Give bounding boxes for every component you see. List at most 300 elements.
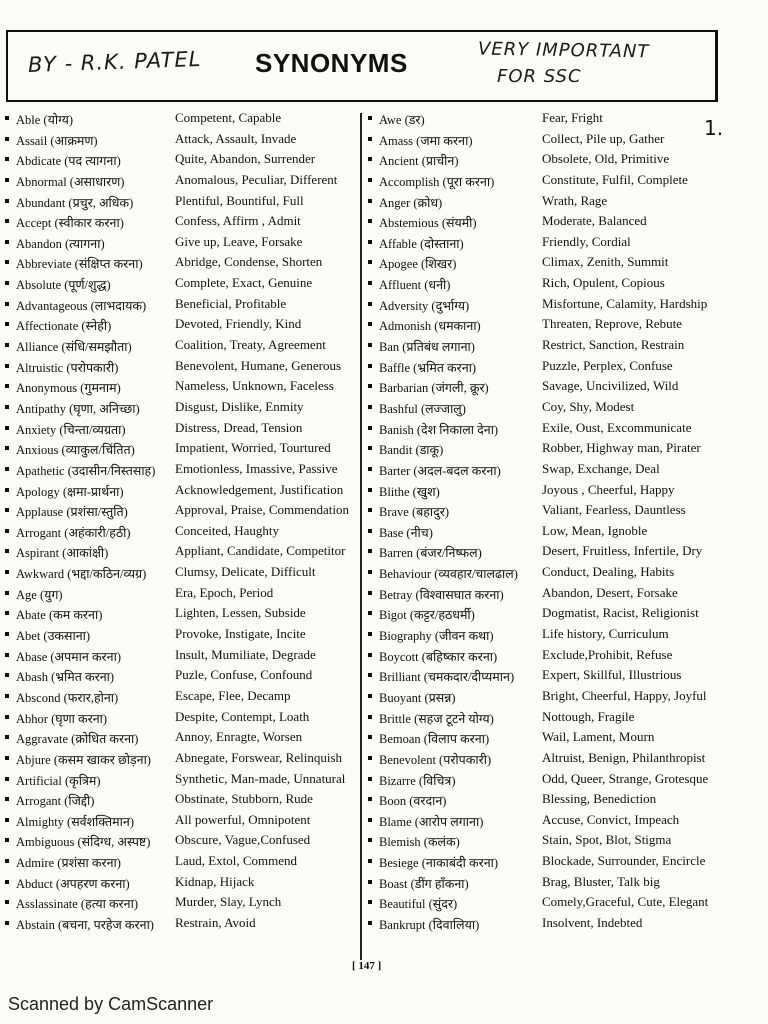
synonyms-list: Friendly, Cordial	[542, 233, 631, 249]
bullet-icon	[5, 900, 9, 904]
synonym-row	[368, 315, 728, 336]
headword: Abbreviate (संक्षिप्त करना)	[16, 257, 143, 272]
synonyms-list: Nameless, Unknown, Faceless	[175, 378, 334, 394]
synonym-row	[368, 687, 728, 708]
synonyms-list: Threaten, Reprove, Rebute	[542, 316, 683, 332]
synonyms-list: Disgust, Dislike, Enmity	[175, 398, 304, 414]
headword: Barren (बंजर/निष्फल)	[379, 546, 482, 561]
synonyms-list: Abandon, Desert, Forsake	[542, 584, 678, 600]
scanner-footer: Scanned by CamScanner	[8, 994, 214, 1014]
synonym-row	[5, 522, 360, 543]
synonyms-list: Misfortune, Calamity, Hardship	[542, 295, 708, 311]
synonyms-list: Appliant, Candidate, Competitor	[175, 543, 346, 559]
synonym-row	[5, 357, 360, 378]
headword: Abandon (त्यागना)	[16, 236, 105, 251]
synonyms-list: Exile, Oust, Excommunicate	[542, 419, 692, 435]
synonym-row	[368, 460, 728, 481]
synonym-row	[5, 728, 360, 749]
bullet-icon	[5, 529, 9, 533]
synonym-row	[368, 419, 728, 440]
headword: Amass (जमा करना)	[379, 133, 473, 148]
synonym-row	[368, 295, 728, 316]
bullet-icon	[5, 219, 9, 223]
bullet-icon	[368, 694, 372, 698]
synonym-row	[5, 233, 360, 254]
headword: Abet (उकसाना)	[16, 629, 91, 644]
headword: Aspirant (आकांक्षी)	[16, 546, 109, 561]
synonyms-list: Puzzle, Perplex, Confuse	[542, 357, 673, 373]
synonyms-list: Abridge, Condense, Shorten	[175, 254, 323, 270]
headword: Asslassinate (हत्या करना)	[16, 897, 139, 912]
synonym-row	[5, 192, 360, 213]
synonym-row	[368, 274, 728, 295]
synonym-row	[368, 584, 728, 605]
headword: Abdicate (पद त्यागना)	[16, 154, 121, 169]
bullet-icon	[5, 446, 9, 450]
bullet-icon	[368, 343, 372, 347]
synonyms-list: Brag, Bluster, Talk big	[542, 873, 660, 889]
bullet-icon	[5, 426, 9, 430]
bullet-icon	[368, 673, 372, 677]
synonym-row	[368, 604, 728, 625]
synonym-row	[368, 770, 728, 791]
headword: Behaviour (व्यवहार/चालढाल)	[379, 567, 518, 582]
synonym-row	[368, 336, 728, 357]
synonyms-list: Benevolent, Humane, Generous	[175, 357, 342, 373]
synonym-row	[5, 831, 360, 852]
headword: Benevolent (परोपकारी)	[379, 752, 492, 767]
synonyms-list: All powerful, Omnipotent	[175, 811, 311, 827]
bullet-icon	[368, 467, 372, 471]
synonym-row	[5, 212, 360, 233]
bullet-icon	[368, 322, 372, 326]
synonym-row	[368, 377, 728, 398]
bullet-icon	[368, 529, 372, 533]
bullet-icon	[5, 838, 9, 842]
synonyms-list: Laud, Extol, Commend	[175, 853, 298, 869]
bullet-icon	[368, 116, 372, 120]
synonyms-list: Savage, Uncivilized, Wild	[542, 378, 679, 394]
headword: Baffle (भ्रमित करना)	[379, 360, 477, 375]
bullet-icon	[5, 467, 9, 471]
headword: Almighty (सर्वशक्तिमान)	[16, 814, 134, 829]
synonyms-list: Valiant, Fearless, Dauntless	[542, 502, 686, 518]
headword: Blame (आरोप लगाना)	[379, 814, 484, 829]
synonym-row	[368, 522, 728, 543]
headword: Absolute (पूर्ण/शुद्ध)	[16, 278, 111, 293]
headword: Biography (जीवन कथा)	[379, 629, 494, 644]
bullet-icon	[5, 384, 9, 388]
headword: Anonymous (गुमनाम)	[16, 381, 121, 396]
synonyms-list: Confess, Affirm , Admit	[175, 213, 301, 229]
headword: Awkward (भद्दा/कठिन/व्यग्र)	[16, 567, 147, 582]
headword: Affluent (धनी)	[379, 278, 451, 293]
synonym-row	[368, 646, 728, 667]
synonym-row	[5, 708, 360, 729]
headword: Able (योग्य)	[16, 113, 73, 127]
synonyms-list: Kidnap, Hijack	[175, 873, 255, 889]
bullet-icon	[5, 611, 9, 615]
headword: Boast (डींग हाँकना)	[379, 876, 469, 891]
headword: Abhor (घृणा करना)	[16, 711, 108, 726]
synonym-row	[368, 914, 728, 935]
synonym-row	[5, 439, 360, 460]
synonyms-list: Conduct, Dealing, Habits	[542, 564, 675, 580]
synonym-row	[368, 481, 728, 502]
synonym-row	[5, 253, 360, 274]
synonyms-list: Wail, Lament, Mourn	[542, 729, 655, 745]
bullet-icon	[368, 219, 372, 223]
bullet-icon	[5, 756, 9, 760]
bullet-icon	[5, 322, 9, 326]
headword: Besiege (नाकाबंदी करना)	[379, 856, 499, 871]
headword: Anger (क्रोध)	[379, 195, 443, 210]
synonyms-list: Puzle, Confuse, Confound	[175, 667, 313, 683]
synonyms-list: Distress, Dread, Tension	[175, 419, 303, 435]
headword: Bandit (डाकू)	[379, 443, 444, 458]
synonym-row	[5, 563, 360, 584]
bullet-icon	[368, 405, 372, 409]
bullet-icon	[5, 157, 9, 161]
headword: Admonish (धमकाना)	[379, 319, 481, 334]
synonym-row	[5, 295, 360, 316]
synonym-row	[5, 873, 360, 894]
synonyms-list: Rich, Opulent, Copious	[542, 275, 665, 291]
synonym-row	[5, 770, 360, 791]
synonyms-list: Desert, Fruitless, Infertile, Dry	[542, 543, 703, 559]
bullet-icon	[368, 157, 372, 161]
headword: Base (नीच)	[379, 525, 433, 540]
synonym-row	[368, 357, 728, 378]
synonym-row	[368, 192, 728, 213]
headword: Blithe (खुश)	[379, 484, 440, 499]
headword: Admire (प्रशंसा करना)	[16, 856, 121, 871]
bullet-icon	[5, 632, 9, 636]
synonym-row	[5, 893, 360, 914]
bullet-icon	[368, 364, 372, 368]
synonyms-list: Quite, Abandon, Surrender	[175, 151, 316, 167]
synonyms-list: Complete, Exact, Genuine	[175, 275, 313, 291]
synonyms-list: Coalition, Treaty, Agreement	[175, 337, 326, 353]
synonyms-list: Obscure, Vague,Confused	[175, 832, 311, 848]
headword: Anxiety (चिन्ता/व्यग्रता)	[16, 422, 126, 437]
synonym-row	[5, 398, 360, 419]
synonyms-list: Synthetic, Man-made, Unnatural	[175, 770, 346, 786]
bullet-icon	[368, 570, 372, 574]
note-handwriting-line1: VERY IMPORTANT	[477, 38, 650, 63]
bullet-icon	[5, 178, 9, 182]
synonyms-list: Coy, Shy, Modest	[542, 398, 635, 414]
bullet-icon	[368, 756, 372, 760]
synonym-row	[368, 749, 728, 770]
author-handwriting: BY - R.K. PATEL	[27, 46, 202, 78]
synonym-row	[368, 171, 728, 192]
bullet-icon	[5, 137, 9, 141]
synonym-row	[368, 893, 728, 914]
headword: Ambiguous (संदिग्ध, अस्पष्ट)	[16, 835, 151, 850]
headword: Abstain (बचना, परहेज करना)	[16, 917, 154, 932]
synonyms-list: Blessing, Benediction	[542, 791, 657, 807]
bullet-icon	[368, 653, 372, 657]
synonyms-list: Low, Mean, Ignoble	[542, 522, 648, 538]
bullet-icon	[368, 715, 372, 719]
bullet-icon	[368, 880, 372, 884]
bullet-icon	[368, 488, 372, 492]
synonyms-list: Fear, Fright	[542, 110, 603, 125]
bullet-icon	[5, 880, 9, 884]
headword: Arrogant (अहंकारी/हठी)	[16, 525, 131, 540]
headword: Bashful (लज्जालु)	[379, 401, 466, 416]
note-handwriting-line2: FOR SSC	[497, 66, 582, 87]
synonyms-list: Competent, Capable	[175, 110, 282, 125]
synonym-row	[368, 150, 728, 171]
synonym-row	[5, 109, 360, 130]
bullet-icon	[368, 549, 372, 553]
page-title: SYNONYMS	[255, 48, 408, 78]
synonyms-list: Plentiful, Bountiful, Full	[175, 192, 304, 208]
synonym-row	[5, 419, 360, 440]
synonyms-list: Robber, Highway man, Pirater	[542, 440, 701, 456]
synonyms-list: Lighten, Lessen, Subside	[175, 605, 306, 621]
bullet-icon	[5, 797, 9, 801]
headword: Brittle (सहज टूटने योग्य)	[379, 711, 494, 726]
bullet-icon	[368, 921, 372, 925]
synonym-row	[368, 109, 728, 130]
bullet-icon	[5, 240, 9, 244]
bullet-icon	[5, 777, 9, 781]
synonym-row	[5, 542, 360, 563]
synonym-row	[5, 171, 360, 192]
headword: Accept (स्वीकार करना)	[16, 216, 124, 231]
synonyms-list: Conceited, Haughty	[175, 522, 279, 538]
synonyms-list: Murder, Slay, Lynch	[175, 894, 282, 910]
headword: Bemoan (विलाप करना)	[379, 732, 490, 747]
headword: Affable (दोस्ताना)	[379, 236, 464, 251]
bullet-icon	[5, 488, 9, 492]
synonym-row	[368, 130, 728, 151]
headword: Assail (आक्रमण)	[16, 133, 98, 148]
bullet-icon	[368, 797, 372, 801]
bullet-icon	[368, 178, 372, 182]
headword: Arrogant (जिद्दी)	[16, 794, 95, 809]
synonyms-list: Despite, Contempt, Loath	[175, 708, 310, 724]
headword: Adversity (दुर्भाग्य)	[379, 298, 470, 313]
bullet-icon	[5, 302, 9, 306]
headword: Applause (प्रशंसा/स्तुति)	[16, 505, 128, 520]
headword: Abnormal (असाधारण)	[16, 174, 125, 189]
headword: Abjure (कसम खाकर छोड़ना)	[16, 752, 151, 767]
synonym-row	[368, 563, 728, 584]
synonyms-list: Emotionless, Imassive, Passive	[175, 460, 338, 476]
headword: Bizarre (विचित्र)	[379, 773, 456, 788]
bullet-icon	[368, 611, 372, 615]
bullet-icon	[368, 818, 372, 822]
synonyms-list: Insolvent, Indebted	[542, 914, 643, 930]
column-divider	[360, 113, 362, 960]
bullet-icon	[368, 240, 372, 244]
bullet-icon	[368, 508, 372, 512]
synonyms-list: Annoy, Enragte, Worsen	[175, 729, 303, 745]
synonyms-list: Climax, Zenith, Summit	[542, 254, 669, 270]
synonyms-list: Life history, Curriculum	[542, 626, 669, 642]
synonyms-list: Provoke, Instigate, Incite	[175, 626, 306, 642]
bullet-icon	[368, 302, 372, 306]
headword: Accomplish (पूरा करना)	[379, 174, 495, 189]
left-column	[5, 109, 360, 935]
synonyms-list: Expert, Skillful, Illustrious	[542, 667, 682, 683]
bullet-icon	[5, 859, 9, 863]
synonyms-list: Odd, Queer, Strange, Grotesque	[542, 770, 709, 786]
headword: Ban (प्रतिबंध लगाना)	[379, 340, 475, 355]
synonyms-list: Swap, Exchange, Deal	[542, 460, 660, 476]
headword: Boon (वरदान)	[379, 794, 447, 809]
synonyms-list: Insult, Mumiliate, Degrade	[175, 646, 316, 662]
synonym-row	[368, 501, 728, 522]
synonyms-list: Acknowledgement, Justification	[175, 481, 344, 497]
bullet-icon	[5, 343, 9, 347]
bullet-icon	[5, 694, 9, 698]
headword: Abstemious (संयमी)	[379, 216, 477, 231]
headword: Advantageous (लाभदायक)	[16, 298, 147, 313]
headword: Ancient (प्राचीन)	[379, 154, 459, 169]
headword: Artificial (कृत्रिम)	[16, 773, 101, 788]
headword: Banish (देश निकाला देना)	[379, 422, 499, 437]
headword: Boycott (बहिष्कार करना)	[379, 649, 498, 664]
headword: Affectionate (स्नेही)	[16, 319, 112, 334]
bullet-icon	[368, 859, 372, 863]
bullet-icon	[5, 818, 9, 822]
corner-mark: 1.	[704, 116, 724, 140]
bullet-icon	[368, 838, 372, 842]
headword: Beautiful (सुंदर)	[379, 897, 458, 912]
synonyms-list: Bright, Cheerful, Happy, Joyful	[542, 687, 707, 703]
headword: Bankrupt (दिवालिया)	[379, 917, 480, 932]
synonyms-list: Wrath, Rage	[542, 192, 608, 208]
bullet-icon	[5, 570, 9, 574]
synonym-row	[5, 646, 360, 667]
bullet-icon	[5, 549, 9, 553]
headword: Bigot (कट्टर/हठधर्मी)	[379, 608, 475, 623]
headword: Apology (क्षमा-प्रार्थना)	[16, 484, 124, 499]
synonyms-list: Beneficial, Profitable	[175, 295, 287, 311]
synonym-row	[368, 811, 728, 832]
synonym-row	[5, 749, 360, 770]
synonym-row	[5, 852, 360, 873]
headword: Barbarian (जंगली, क्रूर)	[379, 381, 489, 396]
synonym-row	[5, 625, 360, 646]
synonym-row	[5, 377, 360, 398]
bullet-icon	[5, 199, 9, 203]
bullet-icon	[5, 508, 9, 512]
synonym-row	[5, 666, 360, 687]
synonyms-list: Constitute, Fulfil, Complete	[542, 171, 688, 187]
headword: Alliance (संधि/समझौता)	[16, 340, 132, 355]
synonyms-list: Obsolete, Old, Primitive	[542, 151, 670, 167]
headword: Abash (भ्रमित करना)	[16, 670, 115, 685]
headword: Barter (अदल-बदल करना)	[379, 463, 501, 478]
bullet-icon	[368, 137, 372, 141]
synonym-row	[5, 150, 360, 171]
bullet-icon	[368, 281, 372, 285]
synonyms-list: Stain, Spot, Blot, Stigma	[542, 832, 672, 848]
bullet-icon	[5, 364, 9, 368]
synonym-row	[368, 790, 728, 811]
synonyms-list: Collect, Pile up, Gather	[542, 130, 665, 146]
headword: Altruistic (परोपकारी)	[16, 360, 119, 375]
headword: Age (युग)	[16, 587, 63, 602]
headword: Aggravate (क्रोधित करना)	[16, 732, 139, 747]
bullet-icon	[5, 921, 9, 925]
synonym-row	[5, 501, 360, 522]
bullet-icon	[368, 777, 372, 781]
synonyms-list: Comely,Graceful, Cute, Elegant	[542, 894, 709, 910]
bullet-icon	[368, 426, 372, 430]
headword: Anxious (व्याकुल/चिंतित)	[16, 443, 135, 458]
synonyms-list: Give up, Leave, Forsake	[175, 233, 303, 249]
headword: Betray (विश्वासघात करना)	[379, 587, 504, 602]
bullet-icon	[368, 900, 372, 904]
headword: Brave (बहादुर)	[379, 505, 450, 520]
bullet-icon	[5, 653, 9, 657]
synonyms-list: Joyous , Cheerful, Happy	[542, 481, 675, 497]
synonym-row	[5, 130, 360, 151]
synonym-row	[368, 666, 728, 687]
synonym-row	[368, 625, 728, 646]
synonym-row	[5, 481, 360, 502]
synonyms-list: Altruist, Benign, Philanthropist	[542, 749, 706, 765]
bullet-icon	[5, 715, 9, 719]
headword: Brilliant (चमकदार/दीप्यमान)	[379, 670, 515, 685]
bullet-icon	[368, 735, 372, 739]
synonyms-list: Clumsy, Delicate, Difficult	[175, 564, 316, 580]
bullet-icon	[5, 735, 9, 739]
bullet-icon	[5, 260, 9, 264]
headword: Abduct (अपहरण करना)	[16, 876, 130, 891]
synonym-row	[368, 852, 728, 873]
headword: Abscond (फरार,होना)	[16, 690, 119, 705]
headword: Awe (डर)	[379, 113, 425, 127]
synonym-row	[5, 811, 360, 832]
synonym-row	[368, 831, 728, 852]
synonym-row	[5, 604, 360, 625]
synonyms-list: Era, Epoch, Period	[175, 584, 274, 600]
headword: Apogee (शिखर)	[379, 257, 457, 272]
headword: Abate (कम करना)	[16, 608, 103, 623]
bullet-icon	[5, 591, 9, 595]
synonyms-list: Restrict, Sanction, Restrain	[542, 337, 685, 353]
synonym-row	[5, 274, 360, 295]
synonym-row	[5, 460, 360, 481]
right-column	[368, 109, 728, 935]
headword: Abase (अपमान करना)	[16, 649, 122, 664]
bullet-icon	[368, 260, 372, 264]
synonyms-list: Escape, Flee, Decamp	[175, 687, 291, 703]
synonyms-list: Restrain, Avoid	[175, 914, 256, 930]
synonyms-list: Approval, Praise, Commendation	[175, 502, 350, 518]
synonym-row	[368, 398, 728, 419]
bullet-icon	[5, 116, 9, 120]
synonym-row	[368, 728, 728, 749]
headword: Abundant (प्रचुर, अधिक)	[16, 195, 134, 210]
synonym-row	[368, 212, 728, 233]
synonyms-list: Moderate, Balanced	[542, 213, 647, 229]
bullet-icon	[368, 199, 372, 203]
synonyms-list: Exclude,Prohibit, Refuse	[542, 646, 673, 662]
synonym-row	[5, 914, 360, 935]
bullet-icon	[368, 446, 372, 450]
bullet-icon	[368, 591, 372, 595]
synonyms-list: Blockade, Surrounder, Encircle	[542, 853, 706, 869]
